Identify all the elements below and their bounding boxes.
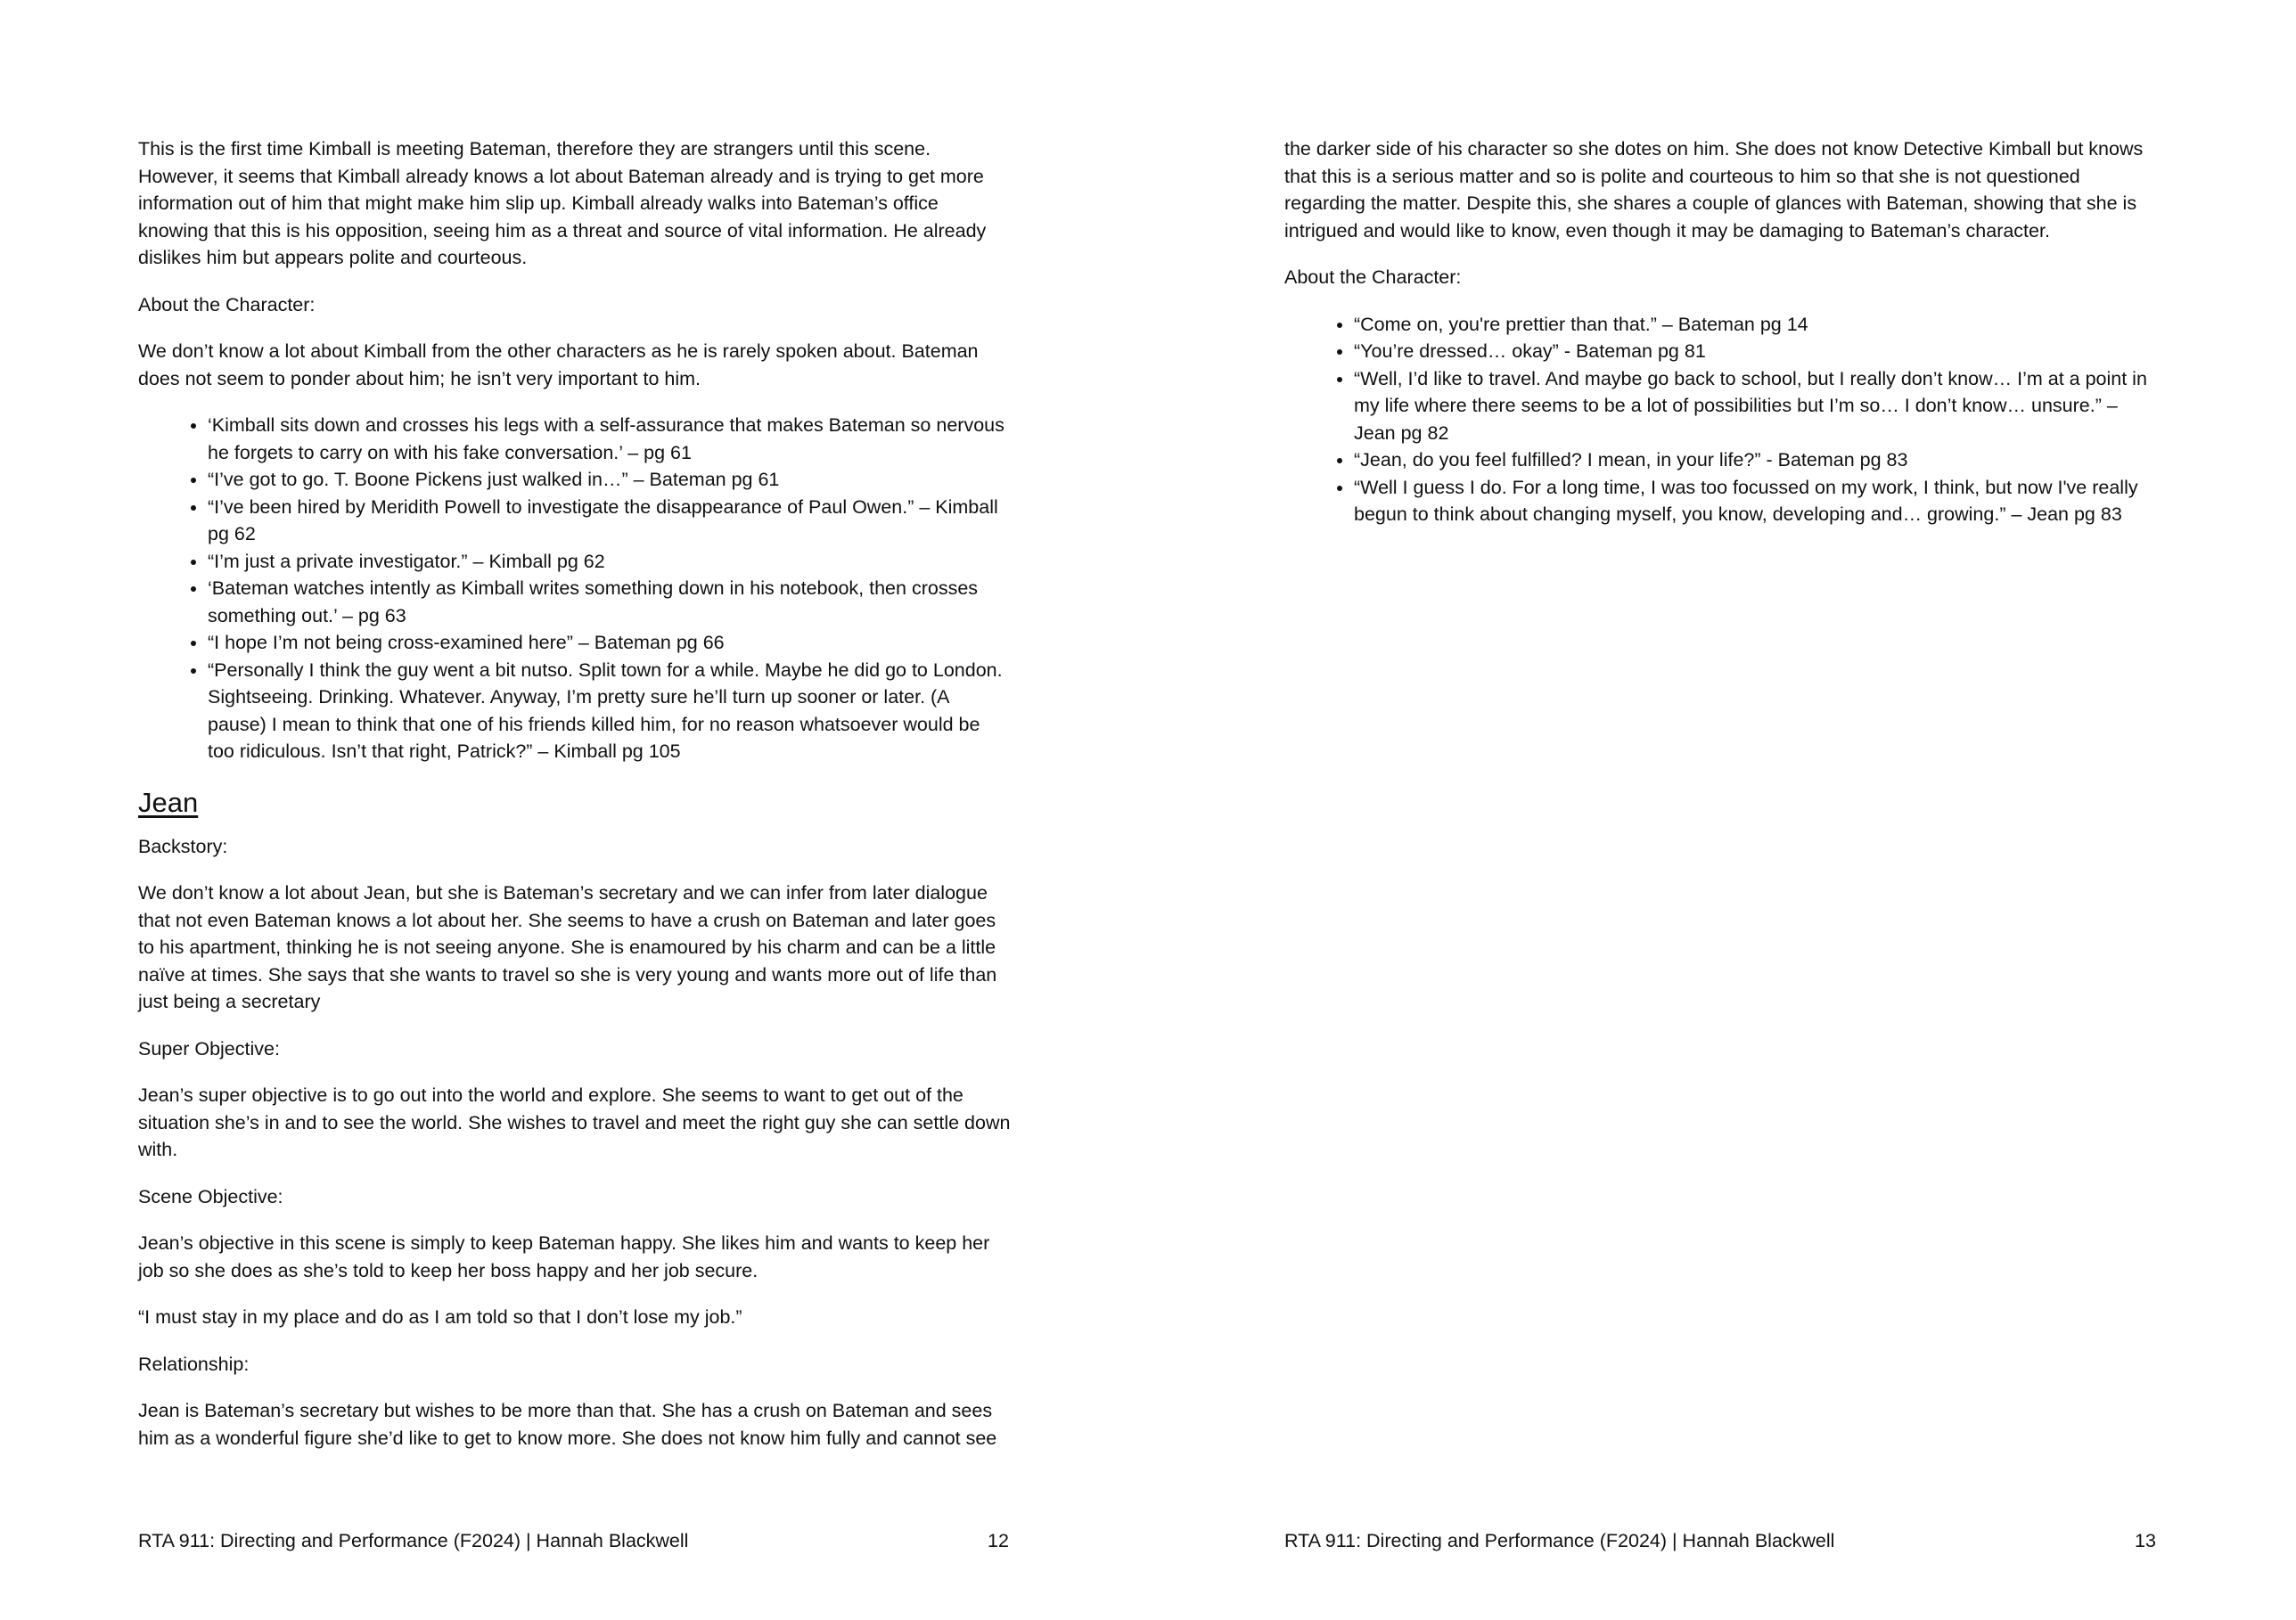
list-item: • “Personally I think the guy went a bit nutso. Split town for a while. Maybe he did go to London. Sightseeing. Drinking. Whatever. Anyway, I’m pretty sure he’ll turn up sooner or later. (A pause) I mean to think that one of his friends killed him, for no reason whatsoever would be too ridiculous. Isn’t that right, Patrick?” – Kimball pg 105 xyxy=(208,657,1012,765)
list-item: • ‘Bateman watches intently as Kimball writes something down in his notebook, then crosses something out.’ – pg 63 xyxy=(208,575,1012,629)
page-number: 12 xyxy=(988,1530,1009,1551)
jean-heading: Jean xyxy=(138,786,199,818)
page-body xyxy=(138,135,1012,1471)
jean-quotes-list xyxy=(1284,311,2158,528)
relationship-paragraph: Jean is Bateman’s secretary but wishes to be more than that. She has a crush on Bateman and sees him as a wonderful figure she’d like to get to know more. She does not know him fully and cannot see xyxy=(138,1400,997,1449)
page-footer-text: RTA 911: Directing and Performance (F2024) | Hannah Blackwell xyxy=(138,1530,689,1551)
super-objective-paragraph: Jean’s super objective is to go out into the world and explore. She seems to want to get out of the situation she’s in and to see the world. She wishes to travel and meet the right guy she can settle down with. xyxy=(138,1084,1011,1160)
scene-objective-quote: “I must stay in my place and do as I am told so that I don’t lose my job.” xyxy=(138,1306,742,1328)
list-item: • “I’ve been hired by Meridith Powell to investigate the disappearance of Paul Owen.” – Kimball pg 62 xyxy=(208,494,1012,548)
list-item: • ‘Kimball sits down and crosses his legs with a self-assurance that makes Bateman so nervous he forgets to carry on with his fake conversation.’ – pg 61 xyxy=(208,412,1012,466)
page-body xyxy=(1284,135,2158,548)
page-number: 13 xyxy=(2135,1530,2156,1551)
scene-objective-paragraph: Jean’s objective in this scene is simply to keep Bateman happy. She likes him and wants to keep her job so she does as she’s told to keep her boss happy and her job secure. xyxy=(138,1232,990,1281)
relationship-continued-paragraph: the darker side of his character so she dotes on him. She does not know Detective Kimball but knows that this is a serious matter and so is polite and courteous to him so that she is not questioned regarding the matter. Despite this, she shares a couple of glances with Bateman, showing that she is intrigued and would like to know, even though it may be damaging to Bateman’s character. xyxy=(1284,138,2144,241)
about-character-label: About the Character: xyxy=(1284,266,1462,288)
kimball-relationship-paragraph: This is the first time Kimball is meeting Bateman, therefore they are strangers until this scene. However, it seems that Kimball already knows a lot about Bateman already and is trying to get more information out of him that might make him slip up. Kimball already walks into Bateman’s office knowing that this is his opposition, seeing him as a threat and source of vital information. He already dislikes him but appears polite and courteous. xyxy=(138,138,987,268)
list-item: • “Jean, do you feel fulfilled? I mean, in your life?” - Bateman pg 83 xyxy=(1354,446,2158,474)
list-item: • “I hope I’m not being cross-examined here” – Bateman pg 66 xyxy=(208,629,1012,657)
kimball-quotes-list xyxy=(138,412,1012,765)
document-page-13 xyxy=(1148,0,2296,1620)
page-footer-text: RTA 911: Directing and Performance (F2024) | Hannah Blackwell xyxy=(1284,1530,1835,1551)
backstory-label: Backstory: xyxy=(138,835,228,857)
kimball-about-paragraph: We don’t know a lot about Kimball from the other characters as he is rarely spoken about. Bateman does not seem to ponder about him; he isn’t very important to him. xyxy=(138,340,979,389)
backstory-paragraph: We don’t know a lot about Jean, but she is Bateman’s secretary and we can infer from later dialogue that not even Bateman knows a lot about her. She seems to have a crush on Bateman and later goes to his apartment, thinking he is not seeing anyone. She is enamoured by his charm and can be a little naïve at times. She says that she wants to travel so she is very young and wants more out of life than just being a secretary xyxy=(138,882,997,1012)
list-item: • “You’re dressed… okay” - Bateman pg 81 xyxy=(1354,338,2158,365)
scene-objective-label: Scene Objective: xyxy=(138,1185,283,1207)
relationship-label: Relationship: xyxy=(138,1353,250,1375)
list-item: • “Come on, you're prettier than that.” – Bateman pg 14 xyxy=(1354,311,2158,339)
list-item: • “I’ve got to go. T. Boone Pickens just walked in…” – Bateman pg 61 xyxy=(208,466,1012,494)
list-item: • “Well, I’d like to travel. And maybe go back to school, but I really don’t know… I’m at a point in my life where there seems to be a lot of possibilities but I’m so… I don’t know… unsure.” – Jean pg 82 xyxy=(1354,365,2158,447)
list-item: • “Well I guess I do. For a long time, I was too focussed on my work, I think, but now I've really begun to think about changing myself, you know, developing and… growing.” – Jean pg 83 xyxy=(1354,474,2158,528)
about-character-label: About the Character: xyxy=(138,293,316,315)
super-objective-label: Super Objective: xyxy=(138,1037,280,1060)
list-item: • “I’m just a private investigator.” – Kimball pg 62 xyxy=(208,548,1012,576)
